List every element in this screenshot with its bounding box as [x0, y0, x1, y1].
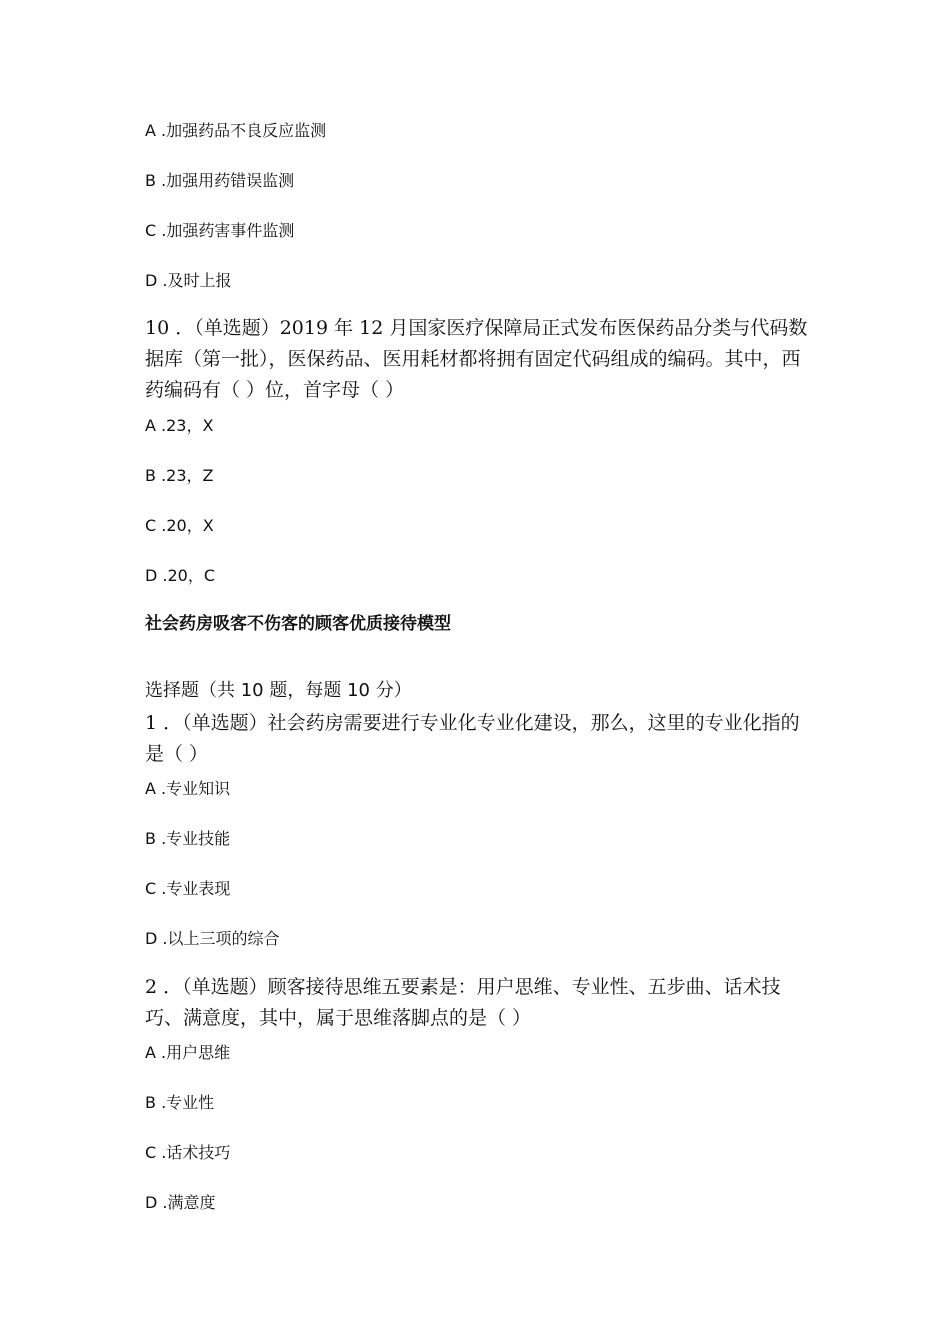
option-d: D .以上三项的综合 [145, 929, 280, 948]
option-d: D .及时上报 [145, 271, 232, 290]
question-text: 1 ．（单选题）社会药房需要进行专业化专业化建设，那么，这里的专业化指的是（ ） [145, 712, 800, 765]
section-title: 社会药房吸客不伤客的顾客优质接待模型 [145, 614, 451, 634]
option-c: C .专业表现 [145, 879, 231, 898]
option-a: A .用户思维 [145, 1043, 231, 1062]
option-d: D .20，C [145, 566, 216, 585]
option-a: A .23，X [145, 416, 214, 435]
option-b: B .23，Z [145, 466, 214, 485]
option-a: A .加强药品不良反应监测 [145, 121, 327, 140]
question-text: 10 ．（单选题）2019 年 12 月国家医疗保障局正式发布医保药品分类与代码数据库（第一批），医保药品、医用耗材都将拥有固定代码组成的编码。其中，西药编码有（ ）位，首字母（ ） [145, 317, 808, 401]
option-b: B .加强用药错误监测 [145, 171, 295, 190]
section-subtitle: 选择题（共 10 题，每题 10 分） [145, 680, 412, 701]
question-text: 2 ．（单选题）顾客接待思维五要素是：用户思维、专业性、五步曲、话术技巧、满意度，其中，属于思维落脚点的是（ ） [145, 976, 781, 1029]
option-c: C .20，X [145, 516, 214, 535]
option-b: B .专业性 [145, 1093, 215, 1112]
option-c: C .话术技巧 [145, 1143, 231, 1162]
option-d: D .满意度 [145, 1193, 216, 1212]
option-c: C .加强药害事件监测 [145, 221, 295, 240]
option-b: B .专业技能 [145, 829, 231, 848]
option-a: A .专业知识 [145, 779, 231, 798]
